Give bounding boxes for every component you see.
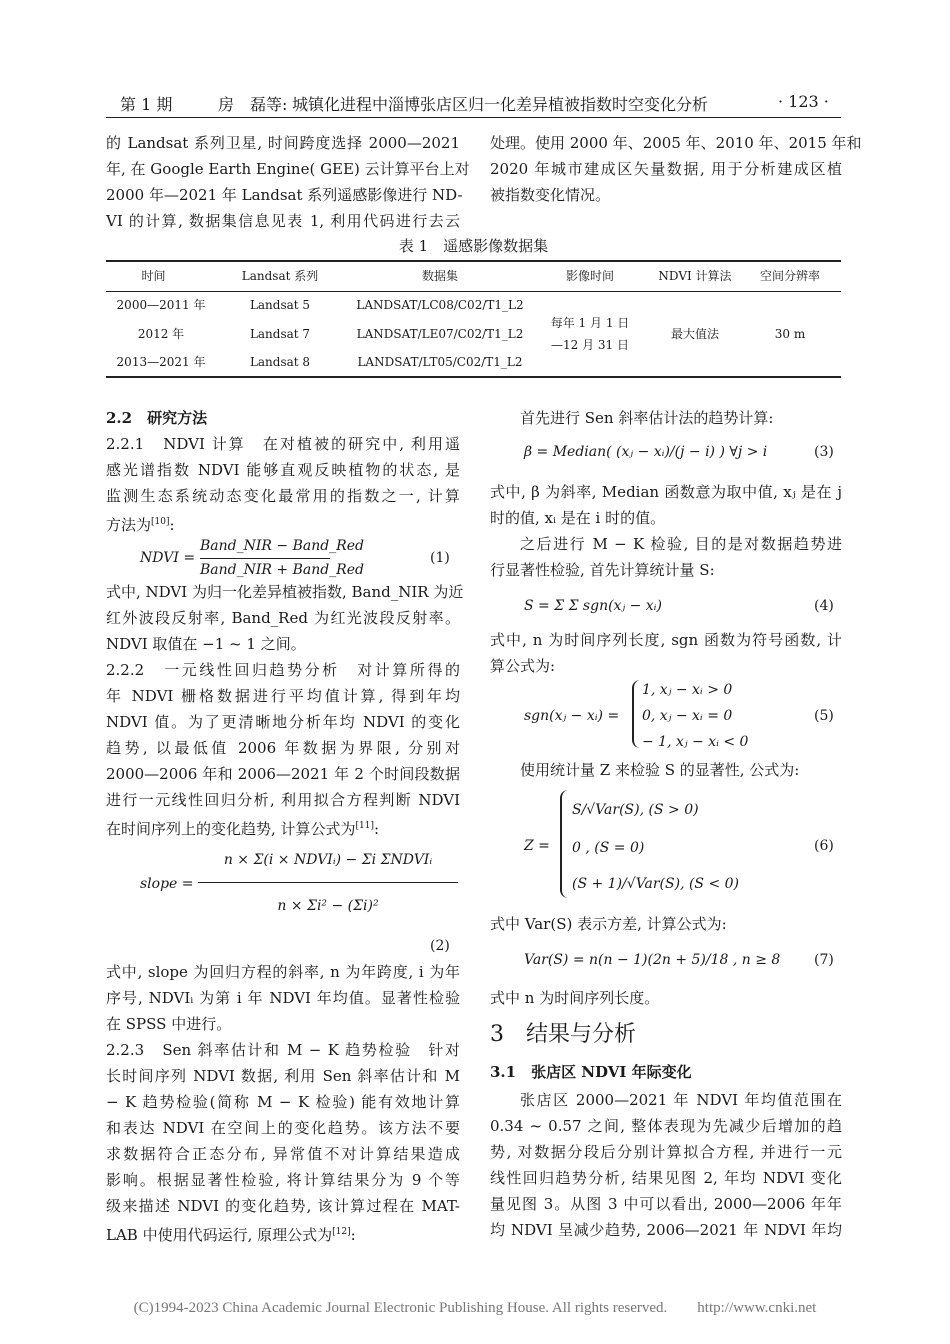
paragraph-line: − K 趋势检验(简称 M − K 检验) 能有效地计算 (106, 1093, 460, 1111)
paragraph-line: 式中 n 为时间序列长度。 (490, 989, 660, 1007)
fraction-bar (200, 558, 330, 559)
paragraph-line: 式中, NDVI 为归一化差异植被指数, Band_NIR 为近 (106, 583, 464, 601)
table-cell: LANDSAT/LE07/C02/T1_L2 (356, 327, 524, 341)
equation-numerator: n × Σ(i × NDVIᵢ) − Σi ΣNDVIᵢ (223, 852, 433, 868)
table-cell: —12 月 31 日 (551, 338, 629, 352)
citation-ref: [10] (151, 517, 170, 527)
table-cell: 30 m (774, 327, 806, 341)
table-header-rule (106, 291, 841, 292)
equation-lhs: sgn(xⱼ − xᵢ) = (524, 708, 620, 724)
paragraph-line: 长时间序列 NDVI 数据, 利用 Sen 斜率估计和 M (106, 1067, 460, 1085)
paragraph-line: 0.34 ~ 0.57 之间, 整体表现为先减少后增加的趋 (490, 1117, 842, 1135)
paragraph-line: 式中, β 为斜率, Median 函数意为取中值, xⱼ 是在 j (490, 483, 842, 501)
table-cell: Landsat 8 (249, 355, 311, 369)
equation-case: S/√Var(S), (S > 0) (572, 802, 699, 818)
table-header: 时间 (141, 269, 166, 283)
paragraph-line: 势, 对数据分段后分别计算拟合方程, 并进行一元 (490, 1143, 842, 1161)
issue-label: 第 1 期 (120, 95, 173, 114)
equation-lhs: NDVI = (140, 550, 196, 566)
equation-number: (4) (814, 598, 834, 614)
citation-ref: [11] (355, 821, 375, 831)
table-caption: 表 1 遥感影像数据集 (398, 237, 549, 255)
table-cell: 2012 年 (137, 327, 185, 341)
copyright-footer: (C)1994-2023 China Academic Journal Electronic Publishing House. All rights reserved. http://www.cnki.net (133, 1300, 817, 1316)
table-bottom-rule (106, 376, 841, 378)
case-brace (632, 680, 642, 748)
header-rule (106, 117, 841, 118)
paragraph-line: 在时间序列上的变化趋势, 计算公式为[11]: (106, 820, 380, 838)
paragraph-line: 首先进行 Sen 斜率估计法的趋势计算: (520, 409, 774, 427)
equation: Var(S) = n(n − 1)(2n + 5)/18 , n ≥ 8 (524, 952, 781, 968)
table-header: 影像时间 (565, 269, 614, 283)
equation-case: 1, xⱼ − xᵢ > 0 (642, 682, 733, 698)
case-brace (560, 790, 570, 898)
table-header: Landsat 系列 (241, 269, 319, 283)
equation-number: (6) (814, 838, 834, 854)
paragraph-line: LAB 中使用代码运行, 原理公式为[12]: (106, 1226, 356, 1244)
paragraph-line: 趋势, 以最低值 2006 年数据为界限, 分别对 (106, 739, 460, 757)
paragraph-line: 影响。根据显著性检验, 将计算结果分为 9 个等 (106, 1171, 460, 1189)
paragraph-line: 级来描述 NDVI 的变化趋势, 该计算过程在 MAT- (106, 1197, 460, 1215)
paragraph-line: 和表达 NDVI 在空间上的变化趋势。该方法不要 (106, 1119, 460, 1137)
citation-ref: [12] (332, 1227, 351, 1237)
table-header: 空间分辨率 (759, 269, 820, 283)
equation-number: (3) (814, 444, 834, 460)
paragraph-text: LAB 中使用代码运行, 原理公式为 (106, 1226, 333, 1244)
table-cell: LANDSAT/LC08/C02/T1_L2 (356, 298, 524, 312)
paragraph-text: : (169, 516, 175, 534)
paragraph-line: 式中, slope 为回归方程的斜率, n 为年跨度, i 为年 (106, 963, 460, 981)
equation: β = Median( (xⱼ − xᵢ)/(j − i) ) ∀j > i (524, 444, 768, 460)
equation-case: 0, xⱼ − xᵢ = 0 (642, 708, 733, 724)
equation-number: (7) (814, 952, 834, 968)
table-header: NDVI 计算法 (658, 269, 732, 283)
intro-left-line: 2000 年—2021 年 Landsat 系列遥感影像进行 ND- (106, 186, 463, 204)
paragraph-line: 在 SPSS 中进行。 (106, 1015, 232, 1033)
section-heading: 2.2 研究方法 (106, 409, 208, 427)
table-cell: LANDSAT/LT05/C02/T1_L2 (357, 355, 523, 369)
table-cell: 2013—2021 年 (116, 355, 206, 369)
equation-numerator: Band_NIR − Band_Red (200, 538, 364, 554)
paragraph-text: 方法为 (106, 516, 152, 534)
table-cell: Landsat 7 (249, 327, 311, 341)
paragraph-text: 在时间序列上的变化趋势, 计算公式为 (106, 820, 356, 838)
subsection-heading: 3.1 张店区 NDVI 年际变化 (490, 1063, 692, 1081)
equation-case: (S + 1)/√Var(S), (S < 0) (572, 876, 740, 892)
paragraph-line: 红外波段反射率, Band_Red 为红光波段反射率。 (106, 609, 460, 627)
paragraph-line: 进行一元线性回归分析, 利用拟合方程判断 NDVI (106, 791, 460, 809)
equation-number: (1) (430, 550, 450, 566)
section-heading: 3 结果与分析 (490, 1022, 636, 1047)
intro-right-line: 处理。使用 2000 年、2005 年、2010 年、2015 年和 (490, 134, 862, 152)
paragraph-line: 之后进行 M − K 检验, 目的是对数据趋势进 (520, 535, 842, 553)
paragraph-line: 2.2.3 Sen 斜率估计和 M − K 趋势检验 针对 (106, 1041, 460, 1059)
paragraph-line: 使用统计量 Z 来检验 S 的显著性, 公式为: (520, 761, 800, 779)
paragraph-line: 监测生态系统动态变化最常用的指数之一, 计算 (106, 487, 460, 505)
table-top-rule (106, 260, 841, 262)
equation-case: − 1, xⱼ − xᵢ < 0 (642, 734, 749, 750)
intro-left-line: 年, 在 Google Earth Engine( GEE) 云计算平台上对 (106, 160, 470, 178)
paragraph-line (106, 512, 460, 535)
paragraph-line: 线性回归趋势分析, 结果见图 2, 年均 NDVI 变化 (490, 1169, 842, 1187)
paragraph-line: 算公式为: (490, 657, 556, 675)
equation-lhs: Z = (524, 838, 550, 854)
equation-lhs: slope = (140, 876, 194, 892)
paragraph-line: 行显著性检验, 首先计算统计量 S: (490, 561, 715, 579)
paragraph-line: 2.2.1 NDVI 计算 在对植被的研究中, 利用遥 (106, 435, 460, 453)
paragraph-line: 式中 Var(S) 表示方差, 计算公式为: (490, 915, 727, 933)
paragraph-line: 2000—2006 年和 2006—2021 年 2 个时间段数据 (106, 765, 460, 783)
equation-number: (2) (430, 938, 450, 954)
running-authors: 房 磊等: (218, 95, 288, 114)
paragraph-line: NDVI 取值在 −1 ~ 1 之间。 (106, 635, 306, 653)
fraction-bar (198, 882, 458, 883)
intro-right-line: 2020 年城市建成区矢量数据, 用于分析建成区植 (490, 160, 842, 178)
paragraph-line: 求数据符合正态分布, 异常值不对计算结果造成 (106, 1145, 460, 1163)
intro-left-line: VI 的计算, 数据集信息见表 1, 利用代码进行去云 (106, 212, 460, 230)
equation-denominator: Band_NIR + Band_Red (200, 562, 364, 578)
running-title: 城镇化进程中淄博张店区归一化差异植被指数时空变化分析 (292, 95, 709, 114)
paragraph-line: 量见图 3。从图 3 中可以看出, 2000—2006 年年 (490, 1195, 842, 1213)
table-cell: Landsat 5 (249, 298, 311, 312)
equation-case: 0 , (S = 0) (572, 840, 645, 856)
paragraph-line: 张店区 2000—2021 年 NDVI 年均值范围在 (520, 1091, 842, 1109)
paragraph-line: 序号, NDVIᵢ 为第 i 年 NDVI 年均值。显著性检验 (106, 989, 460, 1007)
paragraph-line: 年 NDVI 栅格数据进行平均值计算, 得到年均 (106, 687, 460, 705)
paragraph-line: 时的值, xᵢ 是在 i 时的值。 (490, 509, 666, 527)
table-cell: 2000—2011 年 (116, 298, 206, 312)
paragraph-line: 2.2.2 一元线性回归趋势分析 对计算所得的 (106, 661, 460, 679)
page-number: · 123 · (778, 92, 829, 111)
paragraph-line: 感光谱指数 NDVI 能够直观反映植物的状态, 是 (106, 461, 460, 479)
paragraph-line: NDVI 值。为了更清晰地分析年均 NDVI 的变化 (106, 713, 460, 731)
equation-number: (5) (814, 708, 834, 724)
paragraph-line: 式中, n 为时间序列长度, sgn 函数为符号函数, 计 (490, 631, 842, 649)
equation: S = Σ Σ sgn(xⱼ − xᵢ) (524, 598, 662, 614)
paragraph-line: 均 NDVI 呈减少趋势, 2006—2021 年 NDVI 年均 (490, 1221, 842, 1239)
equation-denominator: n × Σi² − (Σi)² (277, 898, 379, 914)
table-header: 数据集 (421, 269, 458, 283)
table-cell: 每年 1 月 1 日 (550, 316, 630, 330)
intro-right-line: 被指数变化情况。 (490, 186, 611, 204)
table-cell: 最大值法 (670, 327, 719, 341)
intro-left-line: 的 Landsat 系列卫星, 时间跨度选择 2000—2021 (106, 134, 460, 152)
